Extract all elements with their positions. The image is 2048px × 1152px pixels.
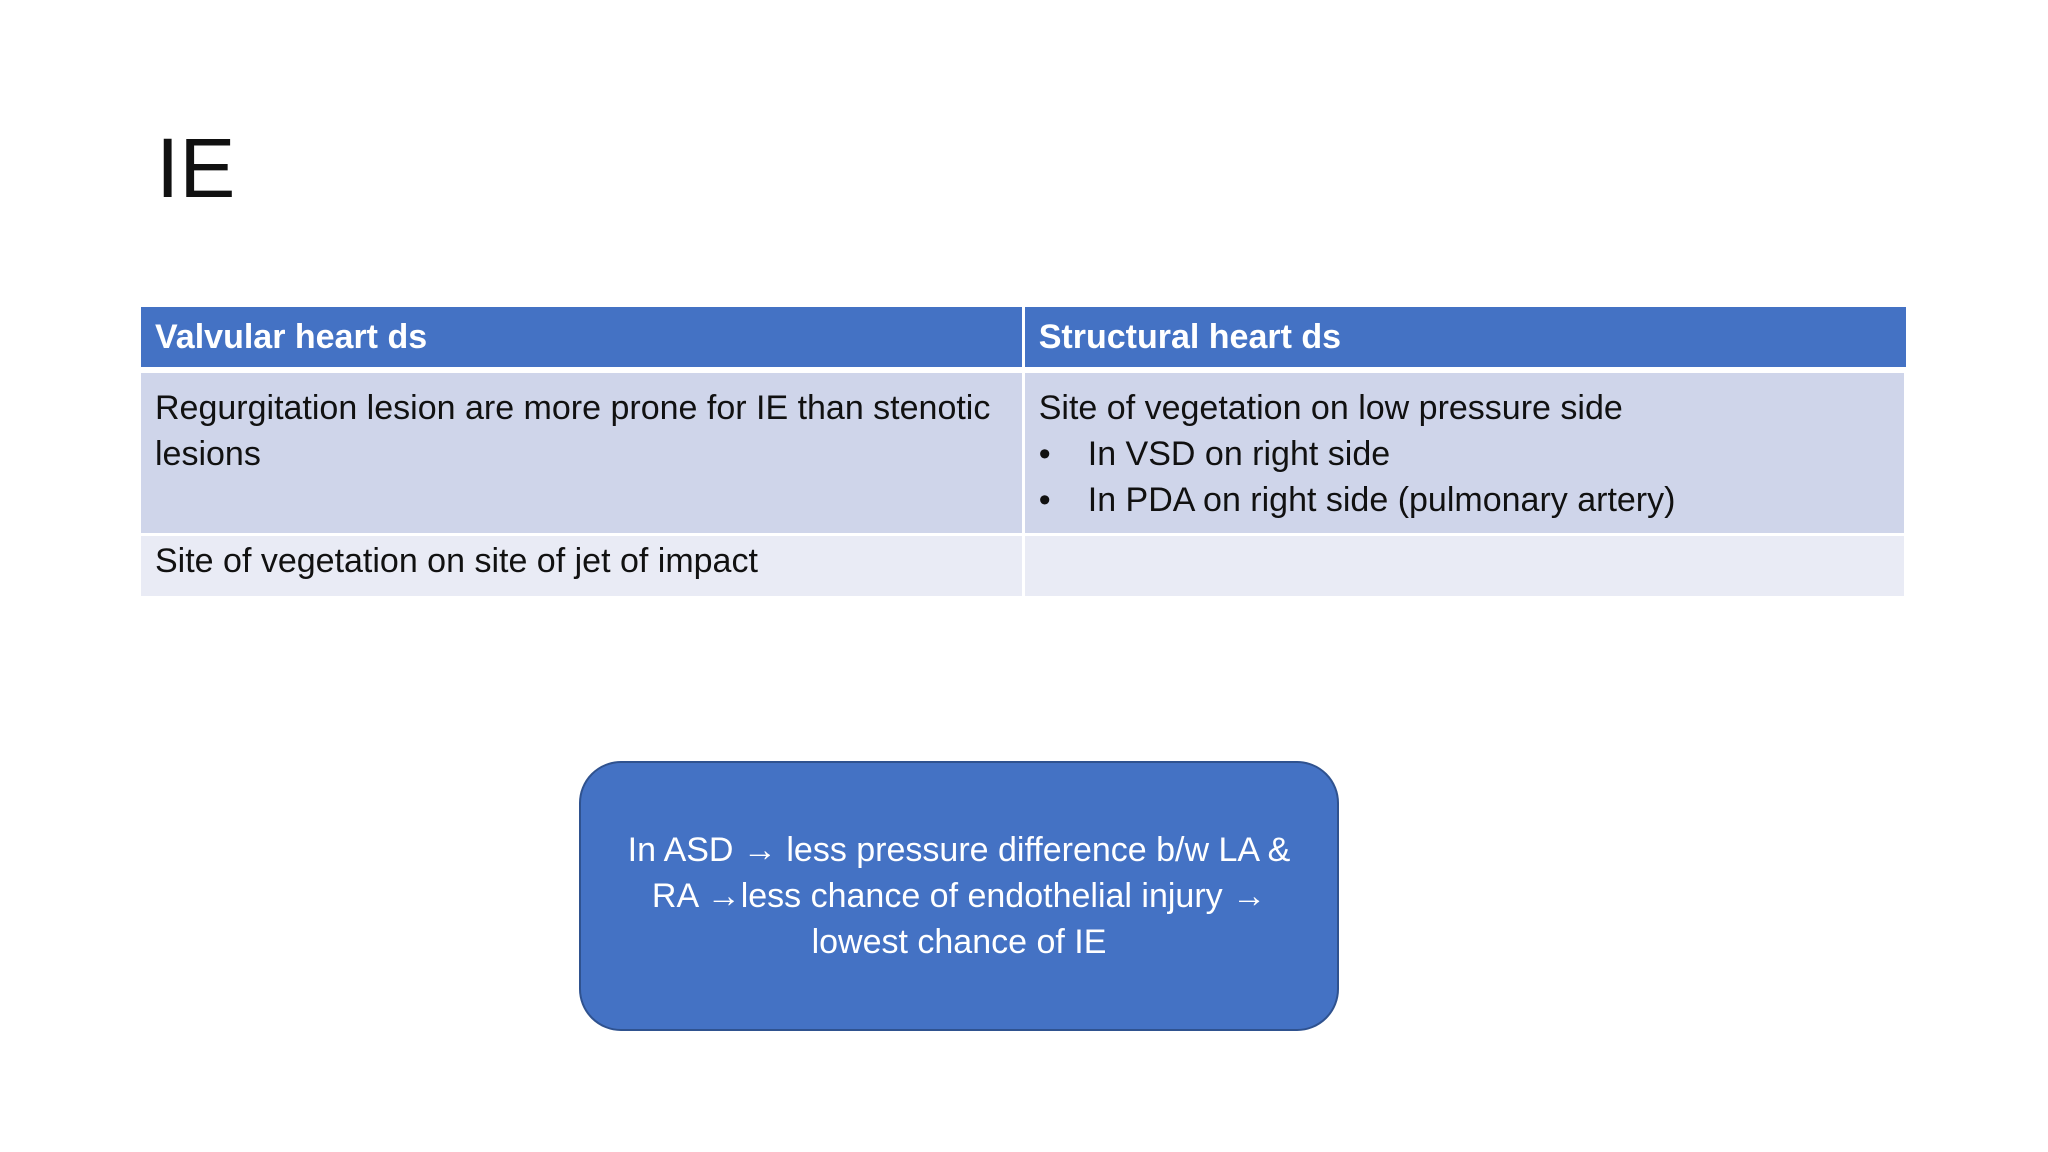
cell-low-pressure xyxy=(1023,370,1905,535)
bullet-vsd: • In VSD on right side xyxy=(1039,431,1890,477)
bullet-pda: • In PDA on right side (pulmonary artery) xyxy=(1039,477,1890,523)
table-row xyxy=(141,535,1906,597)
asd-callout-box xyxy=(579,761,1339,1031)
slide-title: IE xyxy=(156,121,236,215)
cell-regurgitation: Regurgitation lesion are more prone for IE than stenotic lesions xyxy=(141,370,1023,535)
low-pressure-lead: Site of vegetation on low pressure side xyxy=(1038,389,1623,427)
header-structural: Structural heart ds xyxy=(1023,307,1905,370)
comparison-table xyxy=(141,307,1907,596)
bullet-list xyxy=(1039,431,1890,523)
table-header-row xyxy=(141,307,1906,370)
callout-text: In ASD → less pressure difference b/w LA & RA →less chance of endothelial injury → lowest chance of IE xyxy=(627,831,1291,961)
cell-jet-impact: Site of vegetation on site of jet of impact xyxy=(141,535,1023,597)
table-row xyxy=(141,370,1906,535)
cell-empty xyxy=(1023,535,1905,597)
header-valvular: Valvular heart ds xyxy=(141,307,1023,370)
